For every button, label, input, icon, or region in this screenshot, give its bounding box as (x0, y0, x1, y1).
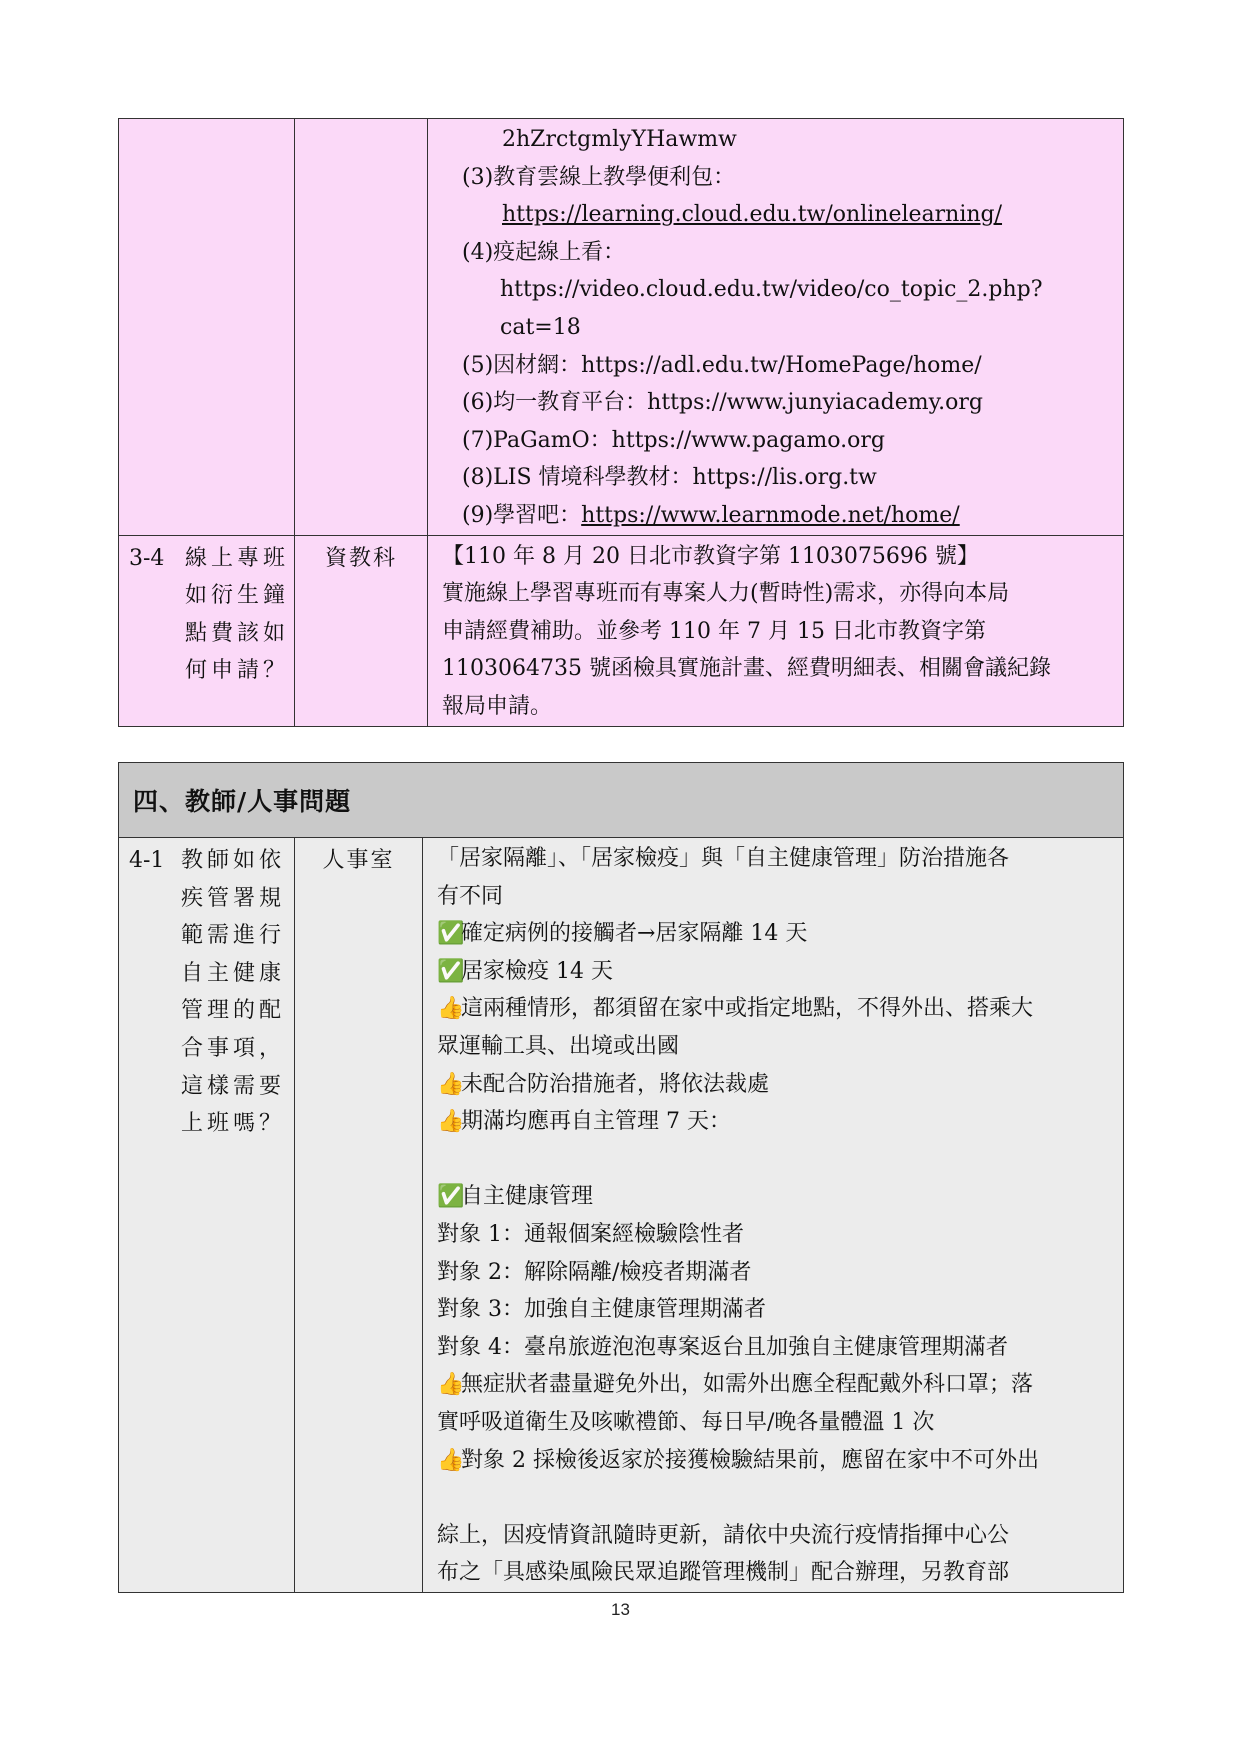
thumbs-up-icon: 👍 (437, 996, 465, 1022)
answer-line (437, 915, 1117, 953)
question-number: 4-1 (129, 848, 165, 873)
link-text: 2hZrctgmlyYHawmw (502, 127, 737, 152)
page-number: 13 (611, 1600, 630, 1619)
check-icon: ✅ (437, 1184, 465, 1210)
answer-line: 實呼吸道衛生及咳嗽禮節、每日早/晚各量體溫 1 次 (437, 1409, 935, 1435)
answer-line: 綜上，因疫情資訊隨時更新，請依中央流行疫情指揮中心公 (437, 1522, 1010, 1548)
answer-text: 自主健康管理 (461, 1184, 594, 1210)
link[interactable]: https://learning.cloud.edu.tw/onlinelearning/ (502, 202, 1003, 228)
answer-line: 布之「具感染風險民眾追蹤管理機制」配合辦理，另教育部 (437, 1560, 1010, 1586)
answer-text: 對象 2 採檢後返家於接獲檢驗結果前，應留在家中不可外出 (461, 1447, 1039, 1473)
answer-line (437, 990, 1117, 1028)
blank-line (437, 1479, 1117, 1517)
dept-cell: 資教科 (295, 535, 428, 726)
check-icon: ✅ (437, 921, 465, 947)
answer-line: 對象 2：解除隔離/檢疫者期滿者 (437, 1259, 752, 1285)
blank-line (437, 1141, 1117, 1179)
answer-text: 未配合防治措施者，將依法裁處 (461, 1071, 770, 1097)
question-line: 管理的配 (181, 998, 286, 1024)
check-icon: ✅ (437, 958, 465, 984)
question-line: 何申請？ (185, 658, 290, 684)
answer-line: 對象 4：臺帛旅遊泡泡專案返台且加強自主健康管理期滿者 (437, 1334, 1008, 1360)
dept-cell-empty (295, 119, 428, 536)
link[interactable]: https://www.learnmode.net/home/ (581, 502, 960, 528)
thumbs-up-icon: 👍 (437, 1372, 465, 1398)
answer-text: 確定病例的接觸者→居家隔離 14 天 (461, 921, 808, 947)
question-number: 3-4 (129, 545, 165, 571)
question-line: 點費該如 (185, 620, 290, 646)
answer-line: 「居家隔離」、「居家檢疫」與「自主健康管理」防治措施各 (437, 846, 1010, 871)
answer-text: 居家檢疫 14 天 (461, 958, 613, 984)
answer-line (437, 1442, 1117, 1480)
faq-table-continued (118, 118, 1124, 727)
question-line: 線上專班 (185, 545, 290, 571)
answer-line: 實施線上學習專班而有專案人力(暫時性)需求，亦得向本局 (442, 581, 1010, 607)
answer-line (437, 1066, 1117, 1104)
list-item: (6)均一教育平台：https://www.junyiacademy.org (462, 390, 983, 416)
answer-text: 無症狀者盡量避免外出，如需外出應全程配戴外科口罩；落 (461, 1372, 1034, 1398)
question-line: 合事項， (181, 1035, 286, 1061)
number-cell-empty (119, 119, 295, 536)
list-item: (4)疫起線上看： (462, 239, 626, 265)
list-item: (5)因材網：https://adl.edu.tw/HomePage/home/ (462, 352, 982, 378)
section-title: 四、教師/人事問題 (119, 763, 1124, 838)
question-line: 自主健康 (181, 960, 286, 986)
question-text (129, 842, 294, 1143)
question-line: 教師如依 (181, 848, 286, 873)
table-row (119, 535, 1124, 726)
question-line: 如衍生鐘 (185, 583, 290, 609)
thumbs-up-icon: 👍 (437, 1071, 465, 1097)
list-item: (7)PaGamO：https://www.pagamo.org (462, 427, 885, 453)
answer-line: 對象 3：加強自主健康管理期滿者 (437, 1297, 766, 1323)
answer-cell (428, 535, 1124, 726)
table-row (119, 838, 1124, 1593)
answer-line: 眾運輸工具、出境或出國 (437, 1033, 680, 1059)
answer-line: 【110 年 8 月 20 日北市教資字第 1103075696 號】 (442, 543, 979, 569)
answer-line: 申請經費補助。並參考 110 年 7 月 15 日北市教資字第 (442, 618, 986, 644)
thumbs-up-icon: 👍 (437, 1109, 465, 1135)
question-cell (119, 535, 295, 726)
section-header-row (119, 763, 1124, 838)
link-text: cat=18 (500, 314, 581, 340)
question-line: 疾管署規 (181, 885, 286, 911)
list-item-label: (9)學習吧： (462, 502, 582, 528)
question-line: 上班嗎？ (181, 1111, 286, 1137)
resource-links-cell (428, 119, 1124, 536)
answer-line (437, 1366, 1117, 1404)
answer-line: 報局申請。 (442, 693, 553, 719)
answer-line (437, 1103, 1117, 1141)
answer-text: 期滿均應再自主管理 7 天： (461, 1109, 731, 1135)
answer-line (437, 953, 1117, 991)
list-item (442, 497, 1117, 535)
question-cell (119, 838, 295, 1593)
question-line: 範需進行 (181, 923, 286, 949)
dept-cell: 人事室 (295, 838, 423, 1593)
answer-cell (423, 838, 1124, 1593)
answer-text: 這兩種情形，都須留在家中或指定地點，不得外出、搭乘大 (461, 996, 1034, 1022)
answer-line: 有不同 (437, 883, 504, 909)
link-text: https://video.cloud.edu.tw/video/co_topic_2.php? (500, 277, 1043, 303)
list-item: (8)LIS 情境科學教材：https://lis.org.tw (462, 465, 877, 491)
answer-line: 1103064735 號函檢具實施計畫、經費明細表、相關會議紀錄 (442, 656, 1051, 682)
list-item: (3)教育雲線上教學便利包： (462, 164, 736, 190)
answer-line (437, 1178, 1117, 1216)
section4-table (118, 762, 1124, 1593)
question-line: 這樣需要 (181, 1073, 286, 1099)
answer-line: 對象 1：通報個案經檢驗陰性者 (437, 1221, 744, 1247)
thumbs-up-icon: 👍 (437, 1447, 465, 1473)
table-row (119, 119, 1124, 536)
